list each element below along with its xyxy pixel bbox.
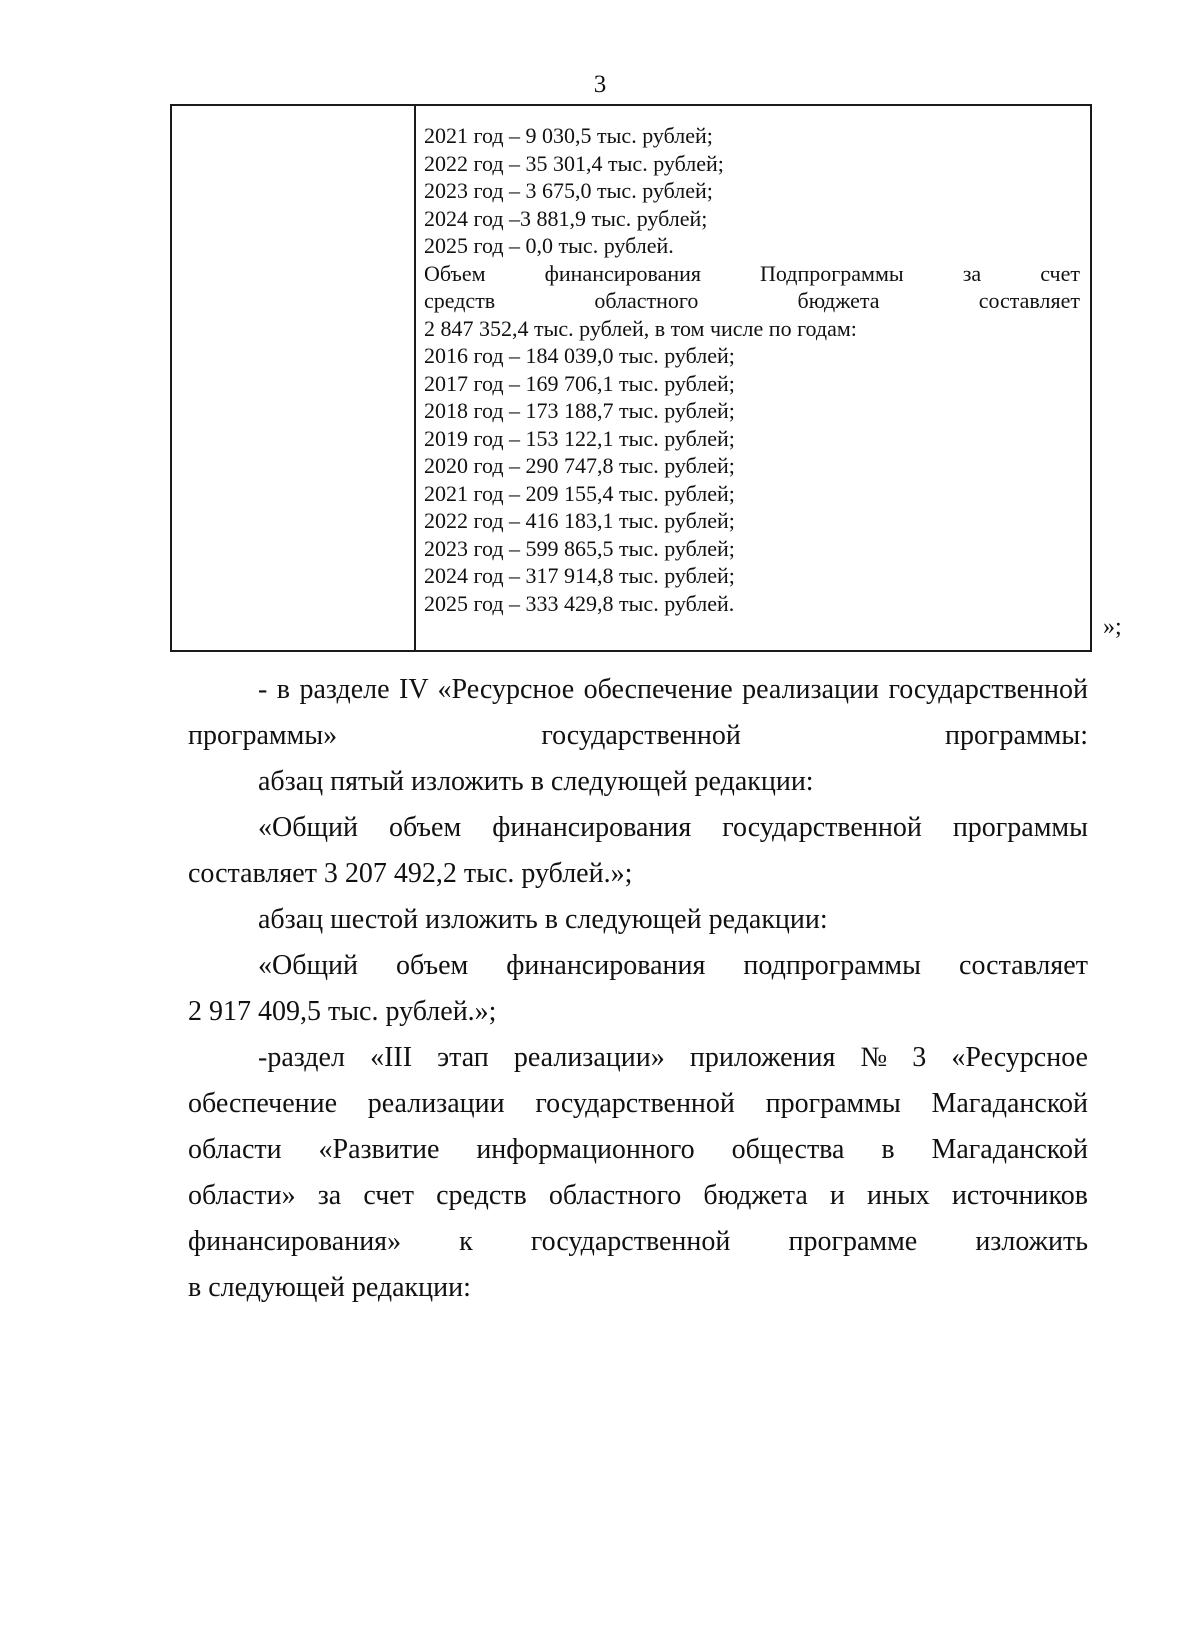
word: областного — [594, 288, 699, 313]
word: средств — [436, 1180, 527, 1211]
word: государственной — [535, 1088, 735, 1119]
word: реализации» — [513, 1042, 665, 1073]
word: финансирования — [544, 260, 702, 286]
table-line: 2025 год – 333 429,8 тыс. рублей. — [424, 590, 735, 616]
text-line: составляет 3 207 492,2 тыс. рублей.»; — [188, 858, 633, 889]
word: объем — [389, 812, 462, 843]
table-line: 2019 год – 153 122,1 тыс. рублей; — [424, 425, 735, 451]
word: финансирования — [492, 812, 692, 843]
word: бюджета — [797, 288, 880, 313]
table-line: 2016 год – 184 039,0 тыс. рублей; — [424, 343, 735, 368]
word: подпрограммы — [743, 950, 921, 981]
text-line: в следующей редакции: — [188, 1272, 471, 1303]
word: Магаданской — [931, 1134, 1088, 1165]
table-line: 2020 год – 290 747,8 тыс. рублей; — [424, 453, 735, 478]
word: областного — [548, 1180, 682, 1211]
table-justified-line — [424, 287, 1080, 315]
justified-line — [188, 943, 1088, 989]
table-line: 2021 год – 9 030,5 тыс. рублей; — [424, 123, 713, 148]
table-right-cell — [416, 106, 1090, 650]
justified-line — [188, 1081, 1088, 1127]
word: к — [459, 1226, 473, 1257]
justified-line — [188, 1035, 1088, 1081]
word: финансирования — [506, 950, 706, 981]
word: -раздел — [258, 1042, 345, 1073]
table-line: 2022 год – 416 183,1 тыс. рублей; — [424, 508, 735, 533]
table-line: 2 847 352,4 тыс. рублей, в том числе по годам: — [424, 315, 857, 341]
word: «Общий — [258, 812, 358, 843]
table-line: 2025 год – 0,0 тыс. рублей. — [424, 233, 674, 258]
table-line: 2024 год –3 881,9 тыс. рублей; — [424, 205, 708, 231]
word: Магаданской — [931, 1088, 1088, 1119]
word: «Ресурсное — [951, 1042, 1088, 1073]
word: государственной — [722, 812, 922, 843]
justified-line — [188, 1127, 1088, 1173]
paragraph-total-program — [188, 805, 1088, 897]
word: области» — [188, 1180, 296, 1211]
table-line: 2018 год – 173 188,7 тыс. рублей; — [424, 398, 735, 423]
paragraph-section-iv: - в разделе IV «Ресурсное обеспечение реализации государственной программы» государственной программы: — [188, 674, 1088, 751]
word: Подпрограммы — [760, 260, 904, 286]
table-left-cell — [172, 106, 416, 650]
word: объем — [396, 950, 469, 981]
table-line: 2017 год – 169 706,1 тыс. рублей; — [424, 370, 735, 396]
text-line: 2 917 409,5 тыс. рублей.»; — [188, 996, 497, 1027]
word: реализации — [367, 1088, 505, 1119]
paragraph-sixth-abzac: абзац шестой изложить в следующей редакции: — [258, 904, 828, 935]
document-body — [188, 667, 1088, 1311]
word: счет — [363, 1180, 414, 1211]
word: составляет — [959, 950, 1088, 981]
word: в — [881, 1134, 895, 1165]
justified-line — [188, 1219, 1088, 1265]
word: обеспечение — [188, 1088, 338, 1119]
word: «Общий — [258, 950, 358, 981]
word: информационного — [476, 1134, 695, 1165]
financing-table — [170, 104, 1092, 652]
word: программы — [765, 1088, 901, 1119]
word: 3 — [912, 1042, 927, 1073]
word: составляет — [978, 288, 1080, 313]
word: за — [962, 260, 982, 286]
word: финансирования» — [188, 1226, 402, 1257]
paragraph-fifth-abzac: абзац пятый изложить в следующей редакции: — [258, 766, 814, 797]
word: программы — [952, 812, 1088, 843]
word: приложения — [689, 1042, 836, 1073]
table-line: 2024 год – 317 914,8 тыс. рублей; — [424, 563, 735, 588]
word: счет — [1040, 260, 1080, 286]
word: изложить — [975, 1226, 1088, 1257]
word: государственной — [530, 1226, 731, 1257]
table-line: 2023 год – 3 675,0 тыс. рублей; — [424, 178, 713, 203]
paragraph-total-subprogram — [188, 943, 1088, 1035]
word: за — [317, 1180, 342, 1211]
paragraph-section-iii — [188, 1035, 1088, 1311]
word: общества — [731, 1134, 845, 1165]
closing-quote: »; — [1103, 614, 1122, 640]
word: этап — [437, 1042, 489, 1073]
word: области — [188, 1134, 282, 1165]
word: источников — [951, 1180, 1088, 1211]
word: программе — [788, 1226, 918, 1257]
word: Объем — [424, 260, 486, 286]
page-number: 3 — [593, 71, 607, 98]
word: иных — [867, 1180, 930, 1211]
word: «III — [370, 1042, 413, 1073]
justified-line — [188, 805, 1088, 851]
table-line: 2021 год – 209 155,4 тыс. рублей; — [424, 480, 735, 506]
word: № — [860, 1042, 888, 1073]
word: и — [829, 1180, 845, 1211]
table-line: 2023 год – 599 865,5 тыс. рублей; — [424, 535, 735, 561]
word: бюджета — [703, 1180, 808, 1211]
justified-line — [188, 1173, 1088, 1219]
word: «Развитие — [318, 1134, 440, 1165]
table-justified-line — [424, 260, 1080, 288]
table-line: 2022 год – 35 301,4 тыс. рублей; — [424, 150, 724, 176]
word: средств — [424, 288, 496, 313]
